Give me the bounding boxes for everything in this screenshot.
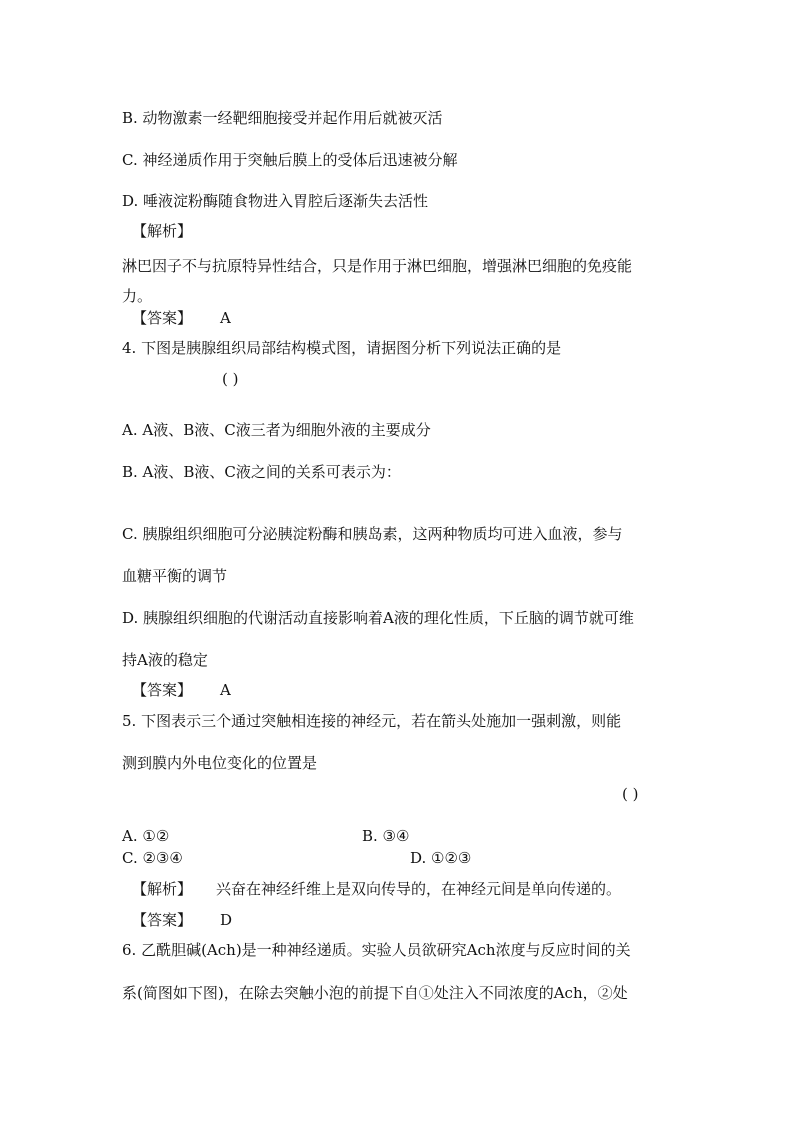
q5-option-a: A. ①②: [122, 827, 170, 845]
q5-options-row-1: [122, 826, 682, 846]
q3-answer-label: 【答案】: [132, 309, 193, 327]
q3-analysis-label: 【解析】: [132, 222, 193, 240]
q5-options-row-2: [122, 848, 682, 868]
q3-option-d: D. 唾液淀粉酶随食物进入胃腔后逐渐失去活性: [122, 192, 429, 210]
q4-option-b: B. A液、B液、C液之间的关系可表示为：: [122, 463, 401, 481]
q4-option-d-line-2: 持A液的稳定: [122, 651, 208, 669]
q4-answer-row: [132, 680, 231, 700]
q4-option-a: A. A液、B液、C液三者为细胞外液的主要成分: [122, 421, 431, 439]
q5-answer-blank: ( ): [622, 785, 639, 803]
q3-answer-value: A: [220, 309, 231, 327]
q5-option-c: C. ②③④: [122, 849, 183, 867]
q3-option-b: B. 动物激素一经靶细胞接受并起作用后就被灭活: [122, 109, 443, 127]
q4-option-d-line-1: D. 胰腺组织细胞的代谢活动直接影响着A液的理化性质，下丘脑的调节就可维: [122, 609, 634, 627]
q5-analysis-row: [132, 879, 621, 899]
q5-answer-row: [132, 910, 232, 930]
q5-stem-line-2: 测到膜内外电位变化的位置是: [122, 754, 318, 772]
q4-option-c-line-1: C. 胰腺组织细胞可分泌胰淀粉酶和胰岛素，这两种物质均可进入血液，参与: [122, 525, 623, 543]
q4-answer-label: 【答案】: [132, 681, 193, 699]
q5-analysis-label: 【解析】: [132, 880, 193, 898]
q5-option-b: B. ③④: [362, 827, 410, 845]
q4-answer-blank: ( ): [222, 370, 239, 388]
q4-stem: 4. 下图是胰腺组织局部结构模式图，请据图分析下列说法正确的是: [122, 339, 562, 357]
q5-option-d: D. ①②③: [410, 849, 472, 867]
q4-answer-value: A: [220, 681, 231, 699]
q5-analysis-text: 兴奋在神经纤维上是双向传导的，在神经元间是单向传递的。: [216, 880, 622, 898]
q3-answer-row: [132, 308, 231, 328]
q5-stem-line-1: 5. 下图表示三个通过突触相连接的神经元，若在箭头处施加一强刺激，则能: [122, 712, 622, 730]
q6-stem-line-2: 系(简图如下图)，在除去突触小泡的前提下自①处注入不同浓度的Ach，②处: [122, 984, 628, 1002]
q3-analysis-text-2: 力。: [122, 287, 153, 305]
q3-option-c: C. 神经递质作用于突触后膜上的受体后迅速被分解: [122, 151, 458, 169]
q5-answer-value: D: [220, 911, 233, 929]
q5-answer-label: 【答案】: [132, 911, 193, 929]
q3-analysis-text-1: 淋巴因子不与抗原特异性结合，只是作用于淋巴细胞，增强淋巴细胞的免疫能: [122, 257, 633, 275]
q6-stem-line-1: 6. 乙酰胆碱(Ach)是一种神经递质。实验人员欲研究Ach浓度与反应时间的关: [122, 941, 631, 959]
q4-option-c-line-2: 血糖平衡的调节: [122, 567, 228, 585]
